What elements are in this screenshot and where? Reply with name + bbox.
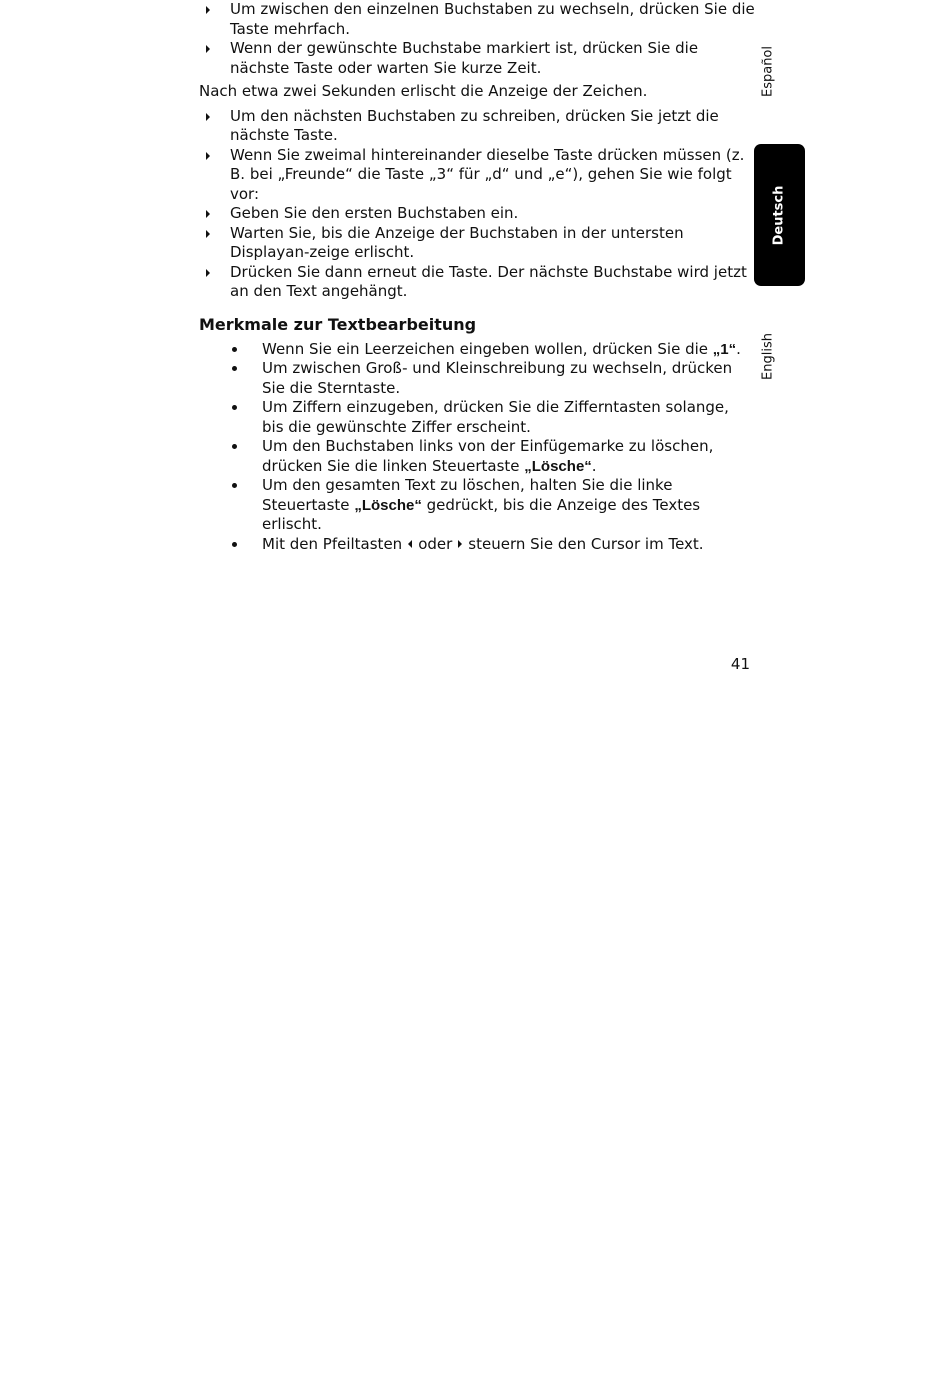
triangle-bullet-icon <box>206 230 210 238</box>
bullet-dot-icon <box>232 483 237 488</box>
language-tab-deutsch-active <box>754 144 805 286</box>
list-item-text: Geben Sie den ersten Buchstaben ein. <box>230 204 519 222</box>
list-item-text: Wenn Sie zweimal hintereinander dieselbe Taste drücken müssen (z. B. bei „Freunde“ die Taste „3“ für „d“ und „e“), gehen Sie wie folgt vor: <box>230 145 745 203</box>
list-item-text: Mit den Pfeiltasten <box>262 534 403 553</box>
list-item-text: Warten Sie, bis die Anzeige der Buchstaben in der untersten Displayan-zeige erlischt. <box>230 223 684 261</box>
list-item-text: Um Ziffern einzugeben, drücken Sie die Zifferntasten solange, bis die gewünschte Ziffer erscheint. <box>262 398 729 436</box>
list-item <box>199 437 755 476</box>
list-item-text: gedrückt, bis die Anzeige des Textes erlischt. <box>262 495 701 533</box>
list-item <box>199 0 755 39</box>
list-item-text: . <box>736 339 741 358</box>
body-paragraph: Nach etwa zwei Sekunden erlischt die Anzeige der Zeichen. <box>199 82 648 100</box>
list-item <box>199 476 755 535</box>
triangle-bullet-icon <box>206 269 210 277</box>
list-item-text: Um den Buchstaben links von der Einfügemarke zu löschen, drücken Sie die linken Steuertaste <box>262 437 714 475</box>
list-item-text: oder <box>418 534 453 553</box>
list-item <box>199 359 755 398</box>
bullet-dot-icon <box>232 405 237 410</box>
list-item <box>199 535 755 555</box>
triangle-bullet-icon <box>206 45 210 53</box>
triangle-bullet-icon <box>206 210 210 218</box>
list-item-text: steuern Sie den Cursor im Text. <box>468 534 704 553</box>
arrow-left-icon <box>408 540 412 548</box>
key-label: „Lösche“ <box>354 496 422 514</box>
list-item-text: Wenn Sie ein Leerzeichen eingeben wollen, drücken Sie die <box>262 339 713 358</box>
bullet-dot-icon <box>232 444 237 449</box>
list-item-text: Um zwischen den einzelnen Buchstaben zu wechseln, drücken Sie die Taste mehrfach. <box>230 0 755 38</box>
section-heading: Merkmale zur Textbearbeitung <box>199 314 477 334</box>
list-item-text: Drücken Sie dann erneut die Taste. Der nächste Buchstabe wird jetzt an den Text angehängt. <box>230 262 747 300</box>
instruction-list-middle <box>199 107 755 302</box>
list-item <box>199 340 755 360</box>
list-item-text: Um den gesamten Text zu löschen, halten Sie die linke Steuertaste <box>262 476 673 514</box>
instruction-list-top <box>199 0 755 78</box>
list-item-text: . <box>591 456 597 475</box>
language-tab-label: Deutsch <box>771 185 787 246</box>
list-item <box>199 398 755 437</box>
list-item <box>199 146 755 205</box>
list-item-text: Wenn der gewünschte Buchstabe markiert ist, drücken Sie die nächste Taste oder warten Sie kurze Zeit. <box>230 39 699 77</box>
bullet-dot-icon <box>232 542 237 547</box>
bullet-dot-icon <box>232 347 237 352</box>
feature-list <box>199 340 755 555</box>
page-number: 41 <box>730 655 750 673</box>
list-item <box>199 224 755 263</box>
page-content <box>199 0 755 554</box>
bullet-dot-icon <box>232 366 237 371</box>
list-item <box>199 107 755 146</box>
triangle-bullet-icon <box>206 152 210 160</box>
language-tab-english: English <box>760 333 776 380</box>
list-item <box>199 39 755 78</box>
triangle-bullet-icon <box>206 6 210 14</box>
arrow-right-icon <box>458 540 462 548</box>
list-item-text: Um den nächsten Buchstaben zu schreiben, drücken Sie jetzt die nächste Taste. <box>230 106 719 144</box>
language-tab-espanol: Español <box>760 46 776 98</box>
list-item-text: Um zwischen Groß- und Kleinschreibung zu wechseln, drücken Sie die Sterntaste. <box>262 359 733 397</box>
list-item <box>199 263 755 302</box>
key-label: „1“ <box>712 340 737 358</box>
key-label: „Lösche“ <box>524 457 592 475</box>
triangle-bullet-icon <box>206 113 210 121</box>
list-item <box>199 204 755 224</box>
